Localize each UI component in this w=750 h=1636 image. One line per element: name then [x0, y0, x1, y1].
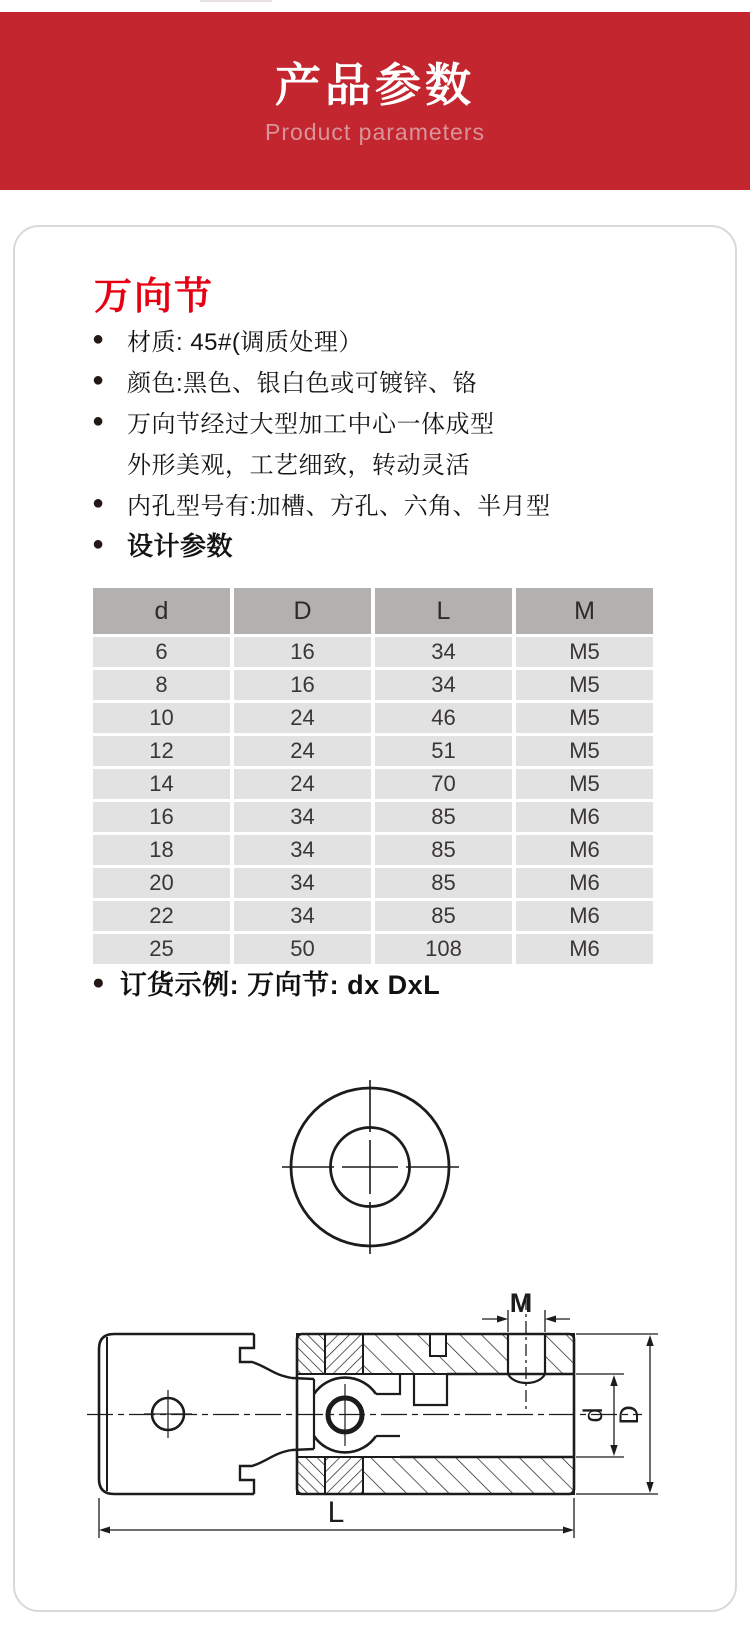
feature-text: 材质: 45#(调质处理）: [127, 329, 363, 356]
bullet-icon: ●: [92, 410, 105, 432]
banner-subtitle: Product parameters: [265, 119, 485, 145]
feature-text: 内孔型号有:加槽、方孔、六角、半月型: [127, 493, 551, 520]
table-cell: M5: [516, 670, 653, 700]
feature-text: 外形美观，工艺细致，转动灵活: [127, 452, 470, 479]
bullet-icon: ●: [92, 369, 105, 391]
spec-table: [89, 585, 657, 967]
table-cell: 20: [93, 868, 230, 898]
table-cell: 24: [234, 769, 371, 799]
table-row: [93, 901, 653, 931]
side-view: [87, 1298, 658, 1538]
feature-item: [92, 442, 692, 483]
spec-col-header: D: [234, 588, 371, 634]
table-row: [93, 703, 653, 733]
table-cell: 46: [375, 703, 512, 733]
table-cell: 85: [375, 802, 512, 832]
table-cell: 50: [234, 934, 371, 964]
table-cell: 24: [234, 703, 371, 733]
spec-col-header: M: [516, 588, 653, 634]
table-row: [93, 769, 653, 799]
feature-item: [92, 360, 692, 401]
feature-item: [92, 524, 692, 565]
table-cell: M6: [516, 835, 653, 865]
feature-text: 设计参数: [127, 531, 234, 561]
table-cell: 16: [234, 670, 371, 700]
label-l: L: [327, 1496, 345, 1529]
table-cell: M6: [516, 802, 653, 832]
table-row: [93, 802, 653, 832]
table-cell: 10: [93, 703, 230, 733]
table-cell: 34: [234, 835, 371, 865]
product-title: 万向节: [94, 276, 215, 318]
table-cell: M5: [516, 703, 653, 733]
table-cell: 51: [375, 736, 512, 766]
bullet-icon: ●: [92, 492, 105, 514]
table-cell: 85: [375, 835, 512, 865]
spec-table-header-row: [93, 588, 653, 634]
table-row: [93, 670, 653, 700]
top-crop-fragment: [200, 0, 272, 2]
table-cell: 85: [375, 868, 512, 898]
label-D: D: [614, 1405, 644, 1425]
feature-text: 颜色:黑色、银白色或可镀锌、铬: [127, 370, 478, 397]
bullet-icon: ●: [92, 533, 105, 555]
table-cell: 25: [93, 934, 230, 964]
table-cell: 18: [93, 835, 230, 865]
table-cell: 24: [234, 736, 371, 766]
table-cell: 34: [375, 670, 512, 700]
table-cell: 22: [93, 901, 230, 931]
feature-list: [92, 319, 692, 565]
section-banner: [0, 12, 750, 190]
table-cell: M5: [516, 637, 653, 667]
table-cell: 14: [93, 769, 230, 799]
order-example-line: [92, 963, 440, 1002]
spec-col-header: L: [375, 588, 512, 634]
table-cell: 70: [375, 769, 512, 799]
feature-item: [92, 401, 692, 442]
table-cell: M6: [516, 901, 653, 931]
table-row: [93, 868, 653, 898]
product-card: [13, 225, 737, 1612]
table-cell: 16: [234, 637, 371, 667]
bullet-icon: ●: [92, 970, 105, 994]
feature-text: 万向节经过大型加工中心一体成型: [127, 411, 495, 438]
table-cell: 6: [93, 637, 230, 667]
front-view: [282, 1080, 459, 1254]
table-cell: 8: [93, 670, 230, 700]
table-row: [93, 637, 653, 667]
table-cell: M6: [516, 868, 653, 898]
table-cell: 12: [93, 736, 230, 766]
bullet-icon: ●: [92, 328, 105, 350]
technical-drawing: [62, 1022, 702, 1592]
table-row: [93, 736, 653, 766]
table-cell: M5: [516, 769, 653, 799]
table-row: [93, 934, 653, 964]
label-m: M: [509, 1288, 533, 1318]
table-cell: M5: [516, 736, 653, 766]
table-row: [93, 835, 653, 865]
order-example-text: 订货示例: 万向节: dx DxL: [119, 970, 441, 1000]
label-d: d: [578, 1407, 608, 1423]
table-cell: 34: [375, 637, 512, 667]
table-cell: 34: [234, 802, 371, 832]
table-cell: 85: [375, 901, 512, 931]
banner-title: 产品参数: [275, 59, 475, 111]
feature-item: [92, 483, 692, 524]
table-cell: 34: [234, 901, 371, 931]
feature-item: [92, 319, 692, 360]
table-cell: M6: [516, 934, 653, 964]
spec-col-header: d: [93, 588, 230, 634]
yoke-section: [314, 1374, 447, 1452]
table-cell: 16: [93, 802, 230, 832]
table-cell: 108: [375, 934, 512, 964]
table-cell: 34: [234, 868, 371, 898]
